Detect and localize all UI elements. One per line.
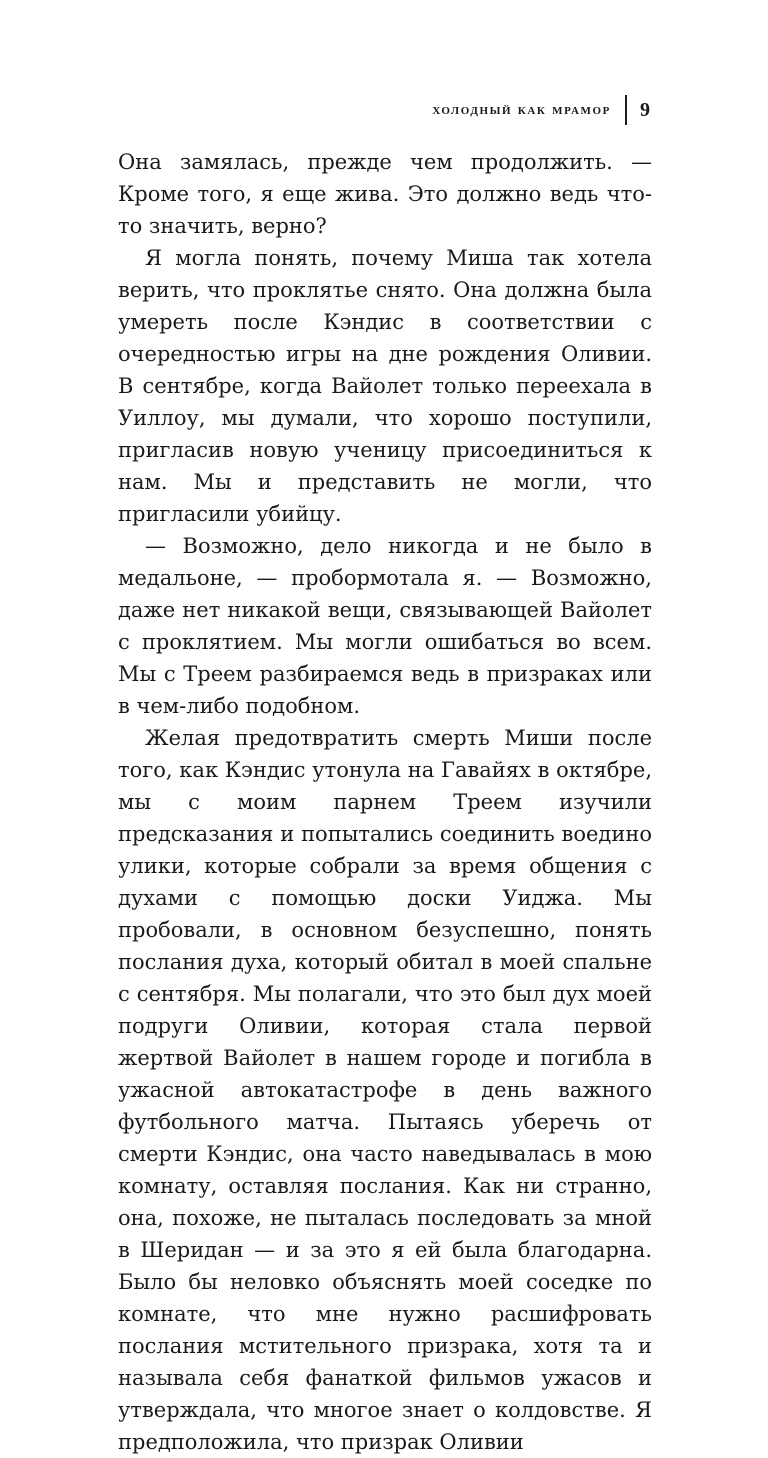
page-number: 9 [640, 98, 650, 121]
paragraph: Я могла понять, почему Миша так хотела верить, что проклятье снято. Она должна была умереть после Кэндис в соответствии с очередностью игры на дне рождения Оливии. В сентябре, когда Вайолет только переехала в Уиллоу, мы думали, что хорошо поступили, пригласив новую ученицу присоединиться к нам. Мы и представить не могли, что пригласили убийцу. [118, 246, 652, 526]
paragraph: Желая предотвратить смерть Миши после того, как Кэндис утонула на Гавайях в октябре, мы с моим парнем Треем изучили предсказания и попытались соединить воедино улики, которые собрали за время общения с духами с помощью доски Уиджа. Мы пробовали, в основном безуспешно, понять послания духа, который обитал в моей спальне с сентября. Мы полагали, что это был дух моей подруги Оливии, которая стала первой жертвой Вайолет в нашем городе и погибла в ужасной автокатастрофе в день важного футбольного матча. Пытаясь уберечь от смерти Кэндис, она часто наведывалась в мою комнату, оставляя послания. Как ни странно, она, похоже, не пыталась последовать за мной в Шеридан — и за это я ей была благодарна. Было бы неловко объяснять моей соседке по комнате, что мне нужно расшифровать послания мстительного призрака, хотя та и называла себя фанаткой фильмов ужасов и утверждала, что многое знает о колдовстве. Я предположила, что призрак Оливии [118, 726, 652, 1454]
body-text [118, 146, 652, 1458]
running-title: холодный как мрамор [432, 101, 611, 118]
header-separator [625, 95, 627, 125]
paragraph: Она замялась, прежде чем продолжить. — Кроме того, я еще жива. Это должно ведь что-то значить, верно? [118, 150, 652, 238]
paragraph: — Возможно, дело никогда и не было в медальоне, — пробормотала я. — Возможно, даже нет никакой вещи, связывающей Вайолет с проклятием. Мы могли ошибаться во всем. Мы с Треем разбираемся ведь в призраках или в чем-либо подобном. [118, 534, 652, 718]
running-head [432, 94, 650, 126]
